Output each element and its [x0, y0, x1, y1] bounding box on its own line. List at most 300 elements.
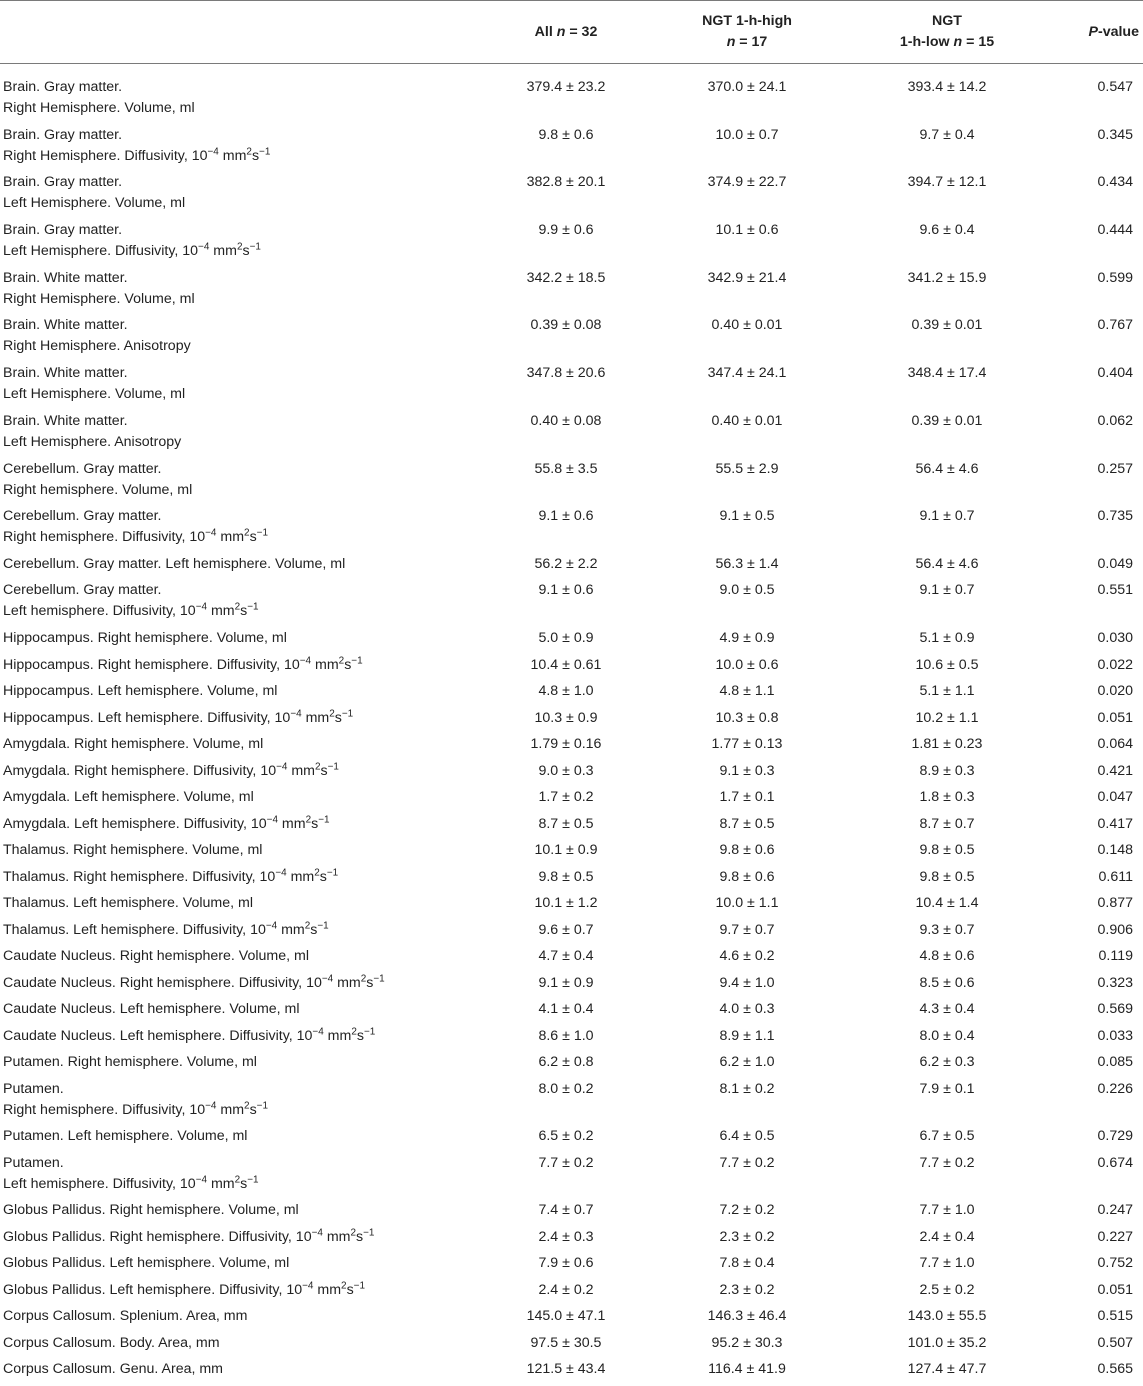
- value-ngt-low: 341.2 ± 15.9: [907, 269, 987, 286]
- value-p: 0.507: [1097, 1334, 1133, 1351]
- value-ngt-high: 1.7 ± 0.1: [719, 789, 775, 806]
- unit-exponent: −4: [276, 761, 288, 773]
- value-ngt-high: 55.5 ± 2.9: [715, 460, 779, 477]
- value-all: 9.1 ± 0.6: [538, 582, 594, 599]
- unit-exponent: −1: [363, 1026, 376, 1038]
- measure-line1: Globus Pallidus. Left hemisphere. Diffusivity, 10: [3, 1281, 303, 1298]
- value-ngt-high: 370.0 ± 24.1: [707, 79, 787, 95]
- value-p: 0.345: [1097, 126, 1133, 143]
- measure-line2: Right hemisphere. Volume, ml: [3, 481, 193, 498]
- measure-label: [0, 628, 468, 655]
- measure-line1: Brain. Gray matter.: [3, 222, 123, 239]
- unit-exponent: −4: [321, 973, 334, 985]
- value-p: 0.417: [1097, 815, 1133, 832]
- measure-line1: Putamen.: [3, 1080, 64, 1097]
- unit-exponent: −1: [247, 1174, 259, 1186]
- unit-exponent: 2: [341, 1280, 347, 1292]
- header-ngt-high: NGT 1-h-high n = 17: [702, 13, 792, 50]
- value-ngt-low: 7.7 ± 1.0: [919, 1202, 975, 1219]
- value-ngt-high: 4.9 ± 0.9: [719, 630, 775, 647]
- unit-exponent: 2: [234, 1174, 241, 1186]
- value-all: 9.1 ± 0.6: [538, 508, 594, 525]
- value-ngt-low: 393.4 ± 14.2: [907, 79, 987, 95]
- value-ngt-low: 348.4 ± 17.4: [907, 365, 987, 382]
- value-ngt-high: 9.8 ± 0.6: [719, 868, 775, 885]
- unit-exponent: 2: [234, 601, 241, 613]
- measure-line1: Hippocampus. Left hemisphere. Diffusivity, 10: [3, 709, 291, 726]
- value-ngt-high: 95.2 ± 30.3: [711, 1334, 783, 1351]
- value-all: 8.0 ± 0.2: [538, 1080, 594, 1097]
- unit-exponent: 2: [351, 1026, 357, 1038]
- measure-line1: Amygdala. Left hemisphere. Diffusivity, 10: [3, 815, 267, 832]
- value-all: 7.7 ± 0.2: [538, 1154, 594, 1171]
- table-row: [0, 681, 1143, 708]
- table-header: [0, 1, 1143, 64]
- value-ngt-low: 0.39 ± 0.01: [911, 412, 983, 429]
- unit-mm: mm: [216, 1101, 245, 1118]
- value-p: 0.404: [1097, 365, 1133, 382]
- unit-s: s: [242, 243, 250, 260]
- table-row: [0, 172, 1143, 220]
- unit-mm: mm: [277, 815, 306, 832]
- unit-exponent: 2: [305, 814, 312, 826]
- value-ngt-high: 9.1 ± 0.3: [719, 762, 775, 779]
- measure-line2-wrap: [3, 146, 468, 167]
- value-p: 0.421: [1097, 762, 1133, 779]
- value-ngt-high: 0.40 ± 0.01: [711, 317, 783, 334]
- measure-line1: Cerebellum. Gray matter.: [3, 460, 162, 477]
- value-ngt-high: 4.0 ± 0.3: [719, 1001, 775, 1018]
- value-p: 0.434: [1097, 174, 1133, 191]
- value-p: 0.877: [1097, 895, 1133, 912]
- value-ngt-high: 6.4 ± 0.5: [719, 1128, 775, 1145]
- value-all: 2.4 ± 0.2: [538, 1281, 594, 1298]
- value-ngt-low: 9.1 ± 0.7: [919, 582, 975, 599]
- measure-label: [0, 125, 468, 173]
- measure-label: [0, 814, 468, 841]
- table-row: [0, 1227, 1143, 1254]
- unit-exponent: −1: [256, 1100, 268, 1112]
- measure-label: [0, 1026, 468, 1053]
- value-ngt-high: 9.7 ± 0.7: [719, 921, 775, 938]
- table-row: [0, 1026, 1143, 1053]
- value-p: 0.565: [1097, 1361, 1133, 1378]
- unit-mm: mm: [286, 868, 315, 885]
- unit-exponent: 2: [236, 241, 243, 253]
- unit-s: s: [251, 147, 260, 164]
- measure-label: [0, 787, 468, 814]
- measure-line1: Brain. White matter.: [3, 412, 128, 429]
- value-p: 0.257: [1097, 460, 1133, 477]
- value-ngt-high: 10.1 ± 0.6: [715, 222, 779, 239]
- unit-exponent: −4: [290, 708, 302, 720]
- value-ngt-high: 146.3 ± 46.4: [707, 1308, 787, 1325]
- table-row: [0, 814, 1143, 841]
- measure-label: [0, 840, 468, 867]
- value-all: 6.2 ± 0.8: [538, 1054, 594, 1071]
- unit-s: s: [366, 974, 374, 991]
- value-all: 145.0 ± 47.1: [526, 1308, 606, 1325]
- unit-exponent: −1: [353, 1280, 365, 1292]
- value-p: 0.599: [1097, 269, 1133, 286]
- value-ngt-low: 9.1 ± 0.7: [919, 508, 975, 525]
- unit-s: s: [346, 1281, 354, 1298]
- unit-exponent: −1: [317, 920, 329, 932]
- value-ngt-low: 4.8 ± 0.6: [919, 948, 975, 965]
- measure-label: [0, 363, 468, 411]
- measure-line2: Left Hemisphere. Anisotropy: [3, 433, 182, 450]
- value-ngt-high: 4.6 ± 0.2: [719, 948, 775, 965]
- value-p: 0.062: [1097, 412, 1133, 429]
- unit-exponent: 2: [360, 973, 367, 985]
- measure-line1: Globus Pallidus. Right hemisphere. Diffusivity, 10: [3, 1228, 312, 1245]
- value-ngt-high: 347.4 ± 24.1: [707, 365, 787, 382]
- measure-line2: Left hemisphere. Diffusivity, 10: [3, 603, 196, 620]
- unit-mm: mm: [277, 921, 305, 938]
- unit-s: s: [356, 1228, 364, 1245]
- measure-line1: Hippocampus. Right hemisphere. Volume, ml: [3, 630, 287, 647]
- unit-exponent: −1: [247, 601, 259, 613]
- measure-line1: Caudate Nucleus. Right hemisphere. Diffusivity, 10: [3, 974, 322, 991]
- value-ngt-low: 0.39 ± 0.01: [911, 317, 983, 334]
- value-all: 56.2 ± 2.2: [534, 555, 598, 572]
- value-all: 342.2 ± 18.5: [526, 269, 606, 286]
- unit-exponent: −4: [275, 867, 287, 879]
- value-ngt-high: 2.3 ± 0.2: [719, 1281, 775, 1298]
- unit-exponent: −4: [207, 146, 219, 158]
- value-ngt-low: 9.8 ± 0.5: [919, 868, 975, 885]
- measure-label: [0, 220, 468, 268]
- value-all: 7.9 ± 0.6: [538, 1255, 594, 1272]
- measure-line1: Cerebellum. Gray matter.: [3, 508, 162, 525]
- table-row: [0, 1253, 1143, 1280]
- value-p: 0.767: [1097, 317, 1133, 334]
- measure-label: [0, 946, 468, 973]
- table-row: [0, 315, 1143, 363]
- measure-line2: Right Hemisphere. Anisotropy: [3, 338, 191, 355]
- value-all: 1.7 ± 0.2: [538, 789, 594, 806]
- table-row: [0, 1306, 1143, 1333]
- unit-exponent: 2: [350, 1227, 357, 1239]
- value-ngt-high: 9.0 ± 0.5: [719, 582, 775, 599]
- measure-line2-wrap: [3, 289, 468, 310]
- value-all: 379.4 ± 23.2: [526, 79, 606, 95]
- value-all: 97.5 ± 30.5: [530, 1334, 602, 1351]
- measure-line1: Thalamus. Right hemisphere. Diffusivity, 10: [3, 868, 276, 885]
- unit-exponent: −4: [195, 1174, 207, 1186]
- unit-s: s: [249, 529, 257, 546]
- measure-label: [0, 1227, 468, 1254]
- value-p: 0.020: [1097, 683, 1133, 700]
- value-p: 0.030: [1097, 630, 1133, 647]
- unit-exponent: −4: [312, 1026, 324, 1038]
- measure-line2: Left Hemisphere. Volume, ml: [3, 195, 186, 212]
- measure-line1: Brain. White matter.: [3, 365, 128, 382]
- measure-label: [0, 655, 468, 682]
- value-p: 0.227: [1097, 1228, 1133, 1245]
- unit-exponent: −4: [265, 920, 278, 932]
- value-ngt-high: 9.1 ± 0.5: [719, 508, 775, 525]
- unit-mm: mm: [322, 1228, 351, 1245]
- value-ngt-high: 342.9 ± 21.4: [707, 269, 787, 286]
- measure-line1: Putamen.: [3, 1154, 64, 1171]
- value-all: 10.1 ± 0.9: [534, 842, 598, 859]
- measure-line1: Amygdala. Right hemisphere. Volume, ml: [3, 736, 264, 753]
- unit-s: s: [311, 815, 319, 832]
- measure-label: [0, 1359, 468, 1386]
- value-ngt-high: 10.0 ± 1.1: [715, 895, 779, 912]
- measure-line1: Corpus Callosum. Body. Area, mm: [3, 1334, 220, 1351]
- value-all: 7.4 ± 0.7: [538, 1202, 594, 1219]
- unit-s: s: [344, 656, 352, 673]
- measure-label: [0, 708, 468, 735]
- value-ngt-high: 8.1 ± 0.2: [719, 1080, 775, 1097]
- table-row: [0, 1079, 1143, 1127]
- measure-label: [0, 999, 468, 1026]
- unit-exponent: 2: [338, 655, 345, 667]
- measure-line1: Cerebellum. Gray matter. Left hemisphere. Volume, ml: [3, 555, 346, 572]
- value-ngt-low: 56.4 ± 4.6: [915, 555, 979, 572]
- measure-line1: Globus Pallidus. Right hemisphere. Volume, ml: [3, 1202, 299, 1219]
- unit-exponent: 2: [244, 1100, 250, 1112]
- measure-line1: Caudate Nucleus. Right hemisphere. Volume, ml: [3, 948, 309, 965]
- value-ngt-high: 7.2 ± 0.2: [719, 1202, 775, 1219]
- table-row: [0, 893, 1143, 920]
- measure-label: [0, 1280, 468, 1307]
- measure-line2: Left hemisphere. Diffusivity, 10: [3, 1175, 196, 1192]
- unit-s: s: [334, 709, 342, 726]
- table-row: [0, 628, 1143, 655]
- value-all: 9.8 ± 0.6: [538, 126, 594, 143]
- measure-line2-wrap: [3, 98, 468, 119]
- unit-mm: mm: [207, 603, 235, 620]
- value-ngt-low: 9.3 ± 0.7: [919, 921, 975, 938]
- value-p: 0.049: [1097, 555, 1133, 572]
- measure-line2-wrap: [3, 527, 468, 548]
- unit-s: s: [240, 603, 248, 620]
- value-ngt-low: 1.8 ± 0.3: [919, 789, 975, 806]
- value-ngt-high: 6.2 ± 1.0: [719, 1054, 775, 1071]
- measure-label: [0, 1333, 468, 1360]
- unit-exponent: −1: [327, 761, 339, 773]
- unit-exponent: 2: [329, 708, 335, 720]
- unit-exponent: 2: [244, 527, 250, 539]
- value-p: 0.323: [1097, 974, 1133, 991]
- value-ngt-low: 2.4 ± 0.4: [919, 1228, 975, 1245]
- value-all: 121.5 ± 43.4: [526, 1361, 606, 1378]
- measure-line1: Amygdala. Right hemisphere. Diffusivity, 10: [3, 762, 277, 779]
- value-p: 0.051: [1097, 1281, 1133, 1298]
- measure-line1: Brain. White matter.: [3, 269, 128, 286]
- value-ngt-low: 8.0 ± 0.4: [919, 1027, 975, 1044]
- value-ngt-low: 7.7 ± 1.0: [919, 1255, 975, 1272]
- measure-label: [0, 1253, 468, 1280]
- value-p: 0.247: [1097, 1202, 1133, 1219]
- value-ngt-low: 5.1 ± 1.1: [919, 683, 975, 700]
- measure-line1: Corpus Callosum. Genu. Area, mm: [3, 1361, 223, 1378]
- measure-line1: Hippocampus. Left hemisphere. Volume, ml: [3, 683, 278, 700]
- header-row: [0, 1, 1143, 64]
- measure-label: [0, 1306, 468, 1333]
- table-row: [0, 973, 1143, 1000]
- measure-line2-wrap: [3, 432, 468, 453]
- table-row: [0, 1333, 1143, 1360]
- value-p: 0.119: [1098, 948, 1133, 965]
- value-all: 9.6 ± 0.7: [538, 921, 594, 938]
- unit-exponent: −1: [373, 973, 385, 985]
- value-all: 347.8 ± 20.6: [526, 365, 606, 382]
- unit-exponent: −1: [326, 867, 339, 879]
- table-row: [0, 999, 1143, 1026]
- unit-s: s: [310, 921, 318, 938]
- table-row: [0, 125, 1143, 173]
- measure-label: [0, 973, 468, 1000]
- value-all: 9.1 ± 0.9: [538, 974, 594, 991]
- value-all: 8.6 ± 1.0: [538, 1027, 594, 1044]
- value-p: 0.444: [1097, 222, 1133, 239]
- measure-line2-wrap: [3, 336, 468, 357]
- measure-line1: Putamen. Left hemisphere. Volume, ml: [3, 1128, 248, 1145]
- unit-s: s: [249, 1101, 257, 1118]
- measure-line1: Brain. Gray matter.: [3, 174, 123, 191]
- unit-exponent: 2: [246, 146, 252, 158]
- value-p: 0.729: [1097, 1128, 1133, 1145]
- value-ngt-low: 4.3 ± 0.4: [919, 1001, 975, 1018]
- unit-exponent: −4: [302, 1280, 314, 1292]
- value-p: 0.085: [1097, 1054, 1133, 1071]
- value-ngt-high: 374.9 ± 22.7: [707, 174, 787, 191]
- table-row: [0, 411, 1143, 459]
- measure-label: [0, 1079, 468, 1127]
- table-row: [0, 1280, 1143, 1307]
- measure-line1: Caudate Nucleus. Left hemisphere. Volume, ml: [3, 1001, 300, 1018]
- value-p: 0.569: [1097, 1001, 1133, 1018]
- unit-exponent: 2: [315, 761, 321, 773]
- table-row: [0, 734, 1143, 761]
- value-ngt-low: 56.4 ± 4.6: [915, 460, 979, 477]
- table-row: [0, 580, 1143, 628]
- value-ngt-low: 8.9 ± 0.3: [919, 762, 975, 779]
- value-ngt-high: 1.77 ± 0.13: [711, 736, 783, 753]
- header-measure: [0, 1, 468, 64]
- measure-line2-wrap: [3, 1100, 468, 1121]
- unit-exponent: −1: [351, 655, 363, 667]
- unit-mm: mm: [313, 1281, 342, 1298]
- table-row: [0, 220, 1143, 268]
- unit-exponent: 2: [304, 920, 311, 932]
- value-ngt-high: 56.3 ± 1.4: [715, 555, 779, 572]
- unit-exponent: −4: [205, 527, 217, 539]
- measure-line2: Left Hemisphere. Volume, ml: [3, 386, 186, 403]
- value-ngt-high: 9.4 ± 1.0: [719, 974, 775, 991]
- measure-line2-wrap: [3, 480, 468, 501]
- unit-mm: mm: [216, 529, 245, 546]
- value-all: 4.1 ± 0.4: [538, 1001, 594, 1018]
- measure-line2: Right Hemisphere. Diffusivity, 10: [3, 147, 208, 164]
- value-p: 0.547: [1097, 79, 1133, 95]
- table-row: [0, 655, 1143, 682]
- table-row: [0, 787, 1143, 814]
- table-body: [0, 64, 1143, 1386]
- value-all: 10.4 ± 0.61: [530, 656, 602, 673]
- value-ngt-high: 8.7 ± 0.5: [719, 815, 775, 832]
- value-ngt-low: 9.7 ± 0.4: [919, 126, 975, 143]
- value-p: 0.051: [1097, 709, 1133, 726]
- value-ngt-high: 10.0 ± 0.7: [715, 126, 779, 143]
- unit-exponent: −1: [318, 814, 330, 826]
- value-p: 0.022: [1097, 656, 1133, 673]
- table-row: [0, 554, 1143, 581]
- unit-exponent: 2: [314, 867, 320, 879]
- measure-label: [0, 1200, 468, 1227]
- measure-line1: Globus Pallidus. Left hemisphere. Volume, ml: [3, 1255, 290, 1272]
- value-ngt-low: 2.5 ± 0.2: [919, 1281, 975, 1298]
- measure-line1: Thalamus. Right hemisphere. Volume, ml: [3, 842, 263, 859]
- unit-exponent: −4: [299, 655, 312, 667]
- measure-line1: Brain. White matter.: [3, 317, 128, 334]
- measure-line1: Brain. Gray matter.: [3, 79, 123, 95]
- value-ngt-high: 2.3 ± 0.2: [719, 1228, 775, 1245]
- table-row: [0, 867, 1143, 894]
- measure-label: [0, 172, 468, 220]
- measure-line1: Caudate Nucleus. Left hemisphere. Diffusivity, 10: [3, 1027, 313, 1044]
- table-row: [0, 761, 1143, 788]
- value-all: 10.3 ± 0.9: [534, 709, 598, 726]
- header-all: All n = 32: [534, 23, 598, 40]
- measure-label: [0, 893, 468, 920]
- measure-label: [0, 1052, 468, 1079]
- value-ngt-high: 10.0 ± 0.6: [715, 656, 779, 673]
- measure-label: [0, 1126, 468, 1153]
- value-ngt-low: 143.0 ± 55.5: [907, 1308, 987, 1325]
- measure-line1: Amygdala. Left hemisphere. Volume, ml: [3, 789, 254, 806]
- table-row: [0, 1200, 1143, 1227]
- value-all: 9.0 ± 0.3: [538, 762, 594, 779]
- value-ngt-low: 394.7 ± 12.1: [907, 174, 987, 191]
- measure-label: [0, 506, 468, 554]
- value-all: 5.0 ± 0.9: [538, 630, 594, 647]
- value-all: 55.8 ± 3.5: [534, 460, 598, 477]
- header-p-value: P-value: [1088, 23, 1139, 40]
- value-all: 382.8 ± 20.1: [526, 174, 606, 191]
- table-row: [0, 459, 1143, 507]
- measure-label: [0, 580, 468, 628]
- measure-label: [0, 761, 468, 788]
- unit-s: s: [356, 1027, 364, 1044]
- value-all: 9.8 ± 0.5: [538, 868, 594, 885]
- unit-mm: mm: [287, 762, 316, 779]
- table-row: [0, 1126, 1143, 1153]
- value-p: 0.551: [1097, 582, 1133, 599]
- unit-exponent: −1: [249, 241, 261, 253]
- measure-label: [0, 411, 468, 459]
- table-row: [0, 708, 1143, 735]
- value-ngt-low: 5.1 ± 0.9: [919, 630, 975, 647]
- unit-mm: mm: [301, 709, 330, 726]
- value-ngt-high: 7.7 ± 0.2: [719, 1154, 775, 1171]
- measure-line2-wrap: [3, 193, 468, 214]
- value-p: 0.906: [1097, 921, 1133, 938]
- value-all: 6.5 ± 0.2: [538, 1128, 594, 1145]
- measure-label: [0, 681, 468, 708]
- measure-line2: Right hemisphere. Diffusivity, 10: [3, 1101, 206, 1118]
- unit-mm: mm: [209, 243, 237, 260]
- value-all: 0.40 ± 0.08: [530, 412, 602, 429]
- measure-label: [0, 268, 468, 316]
- unit-exponent: −1: [363, 1227, 375, 1239]
- unit-exponent: −4: [198, 241, 210, 253]
- measure-label: [0, 734, 468, 761]
